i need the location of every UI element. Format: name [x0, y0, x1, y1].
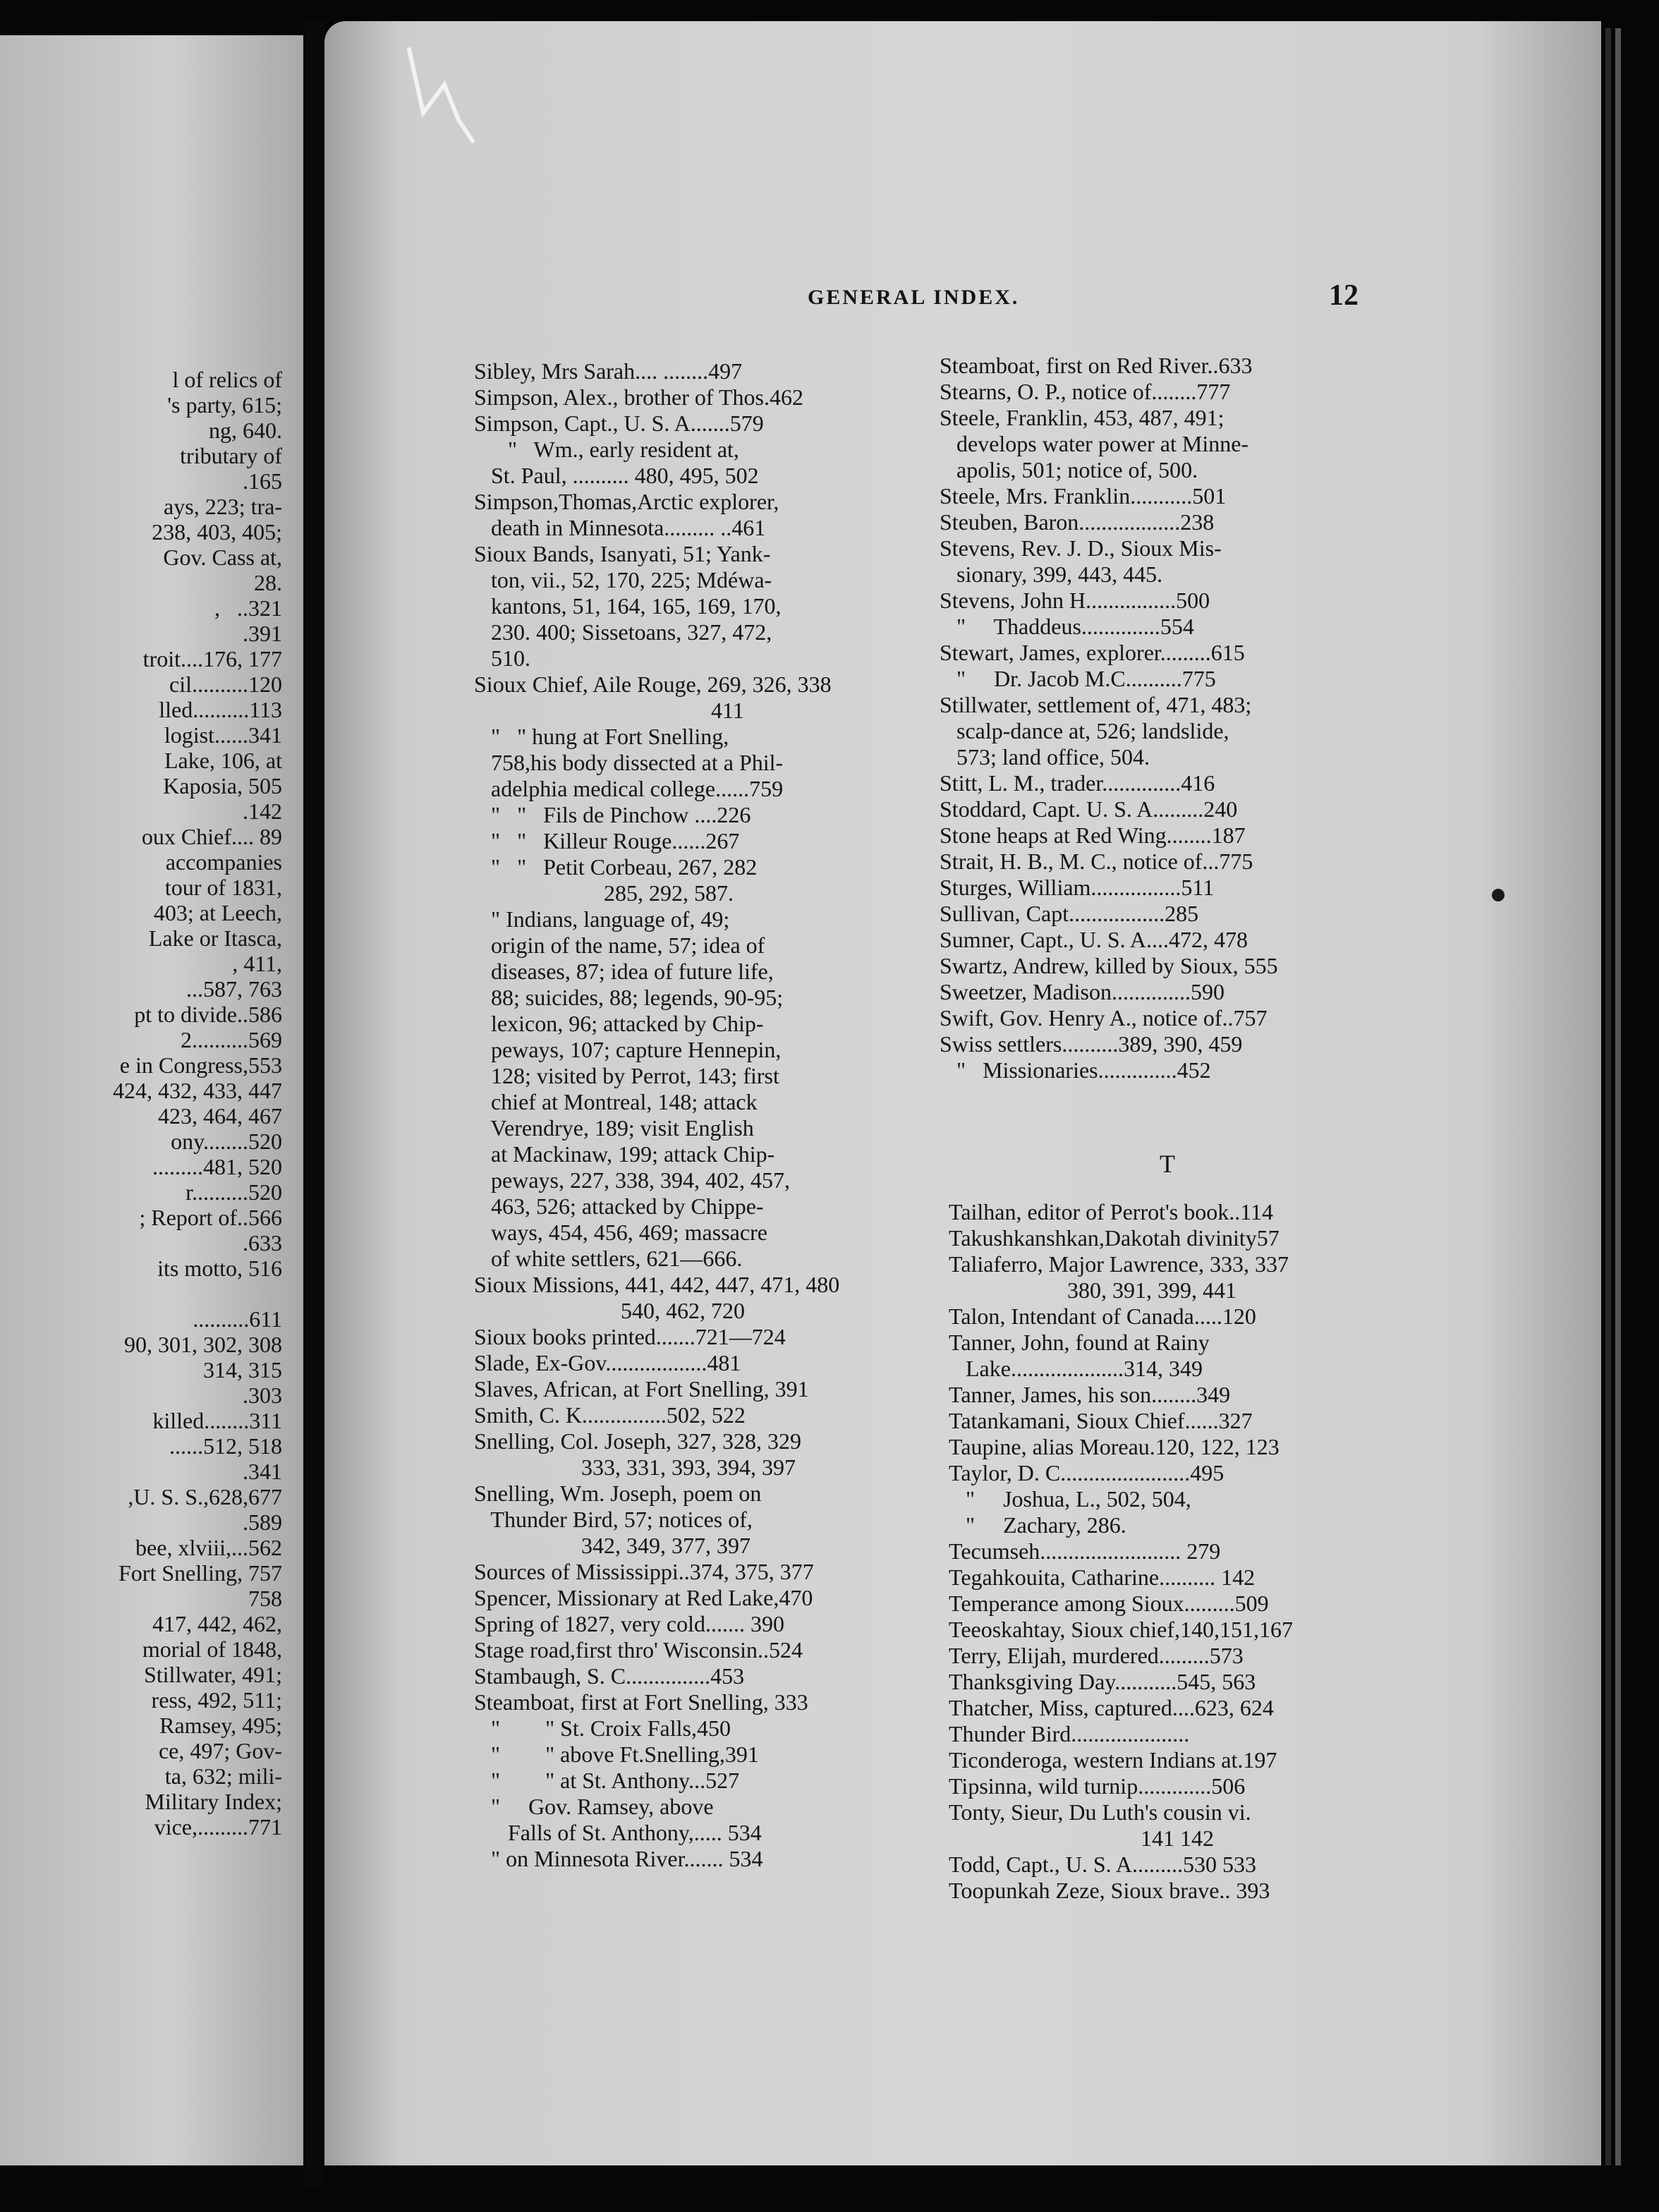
index-entry: " " Petit Corbeau, 267, 282 [474, 854, 758, 880]
index-entry: peways, 107; capture Hennepin, [474, 1037, 782, 1062]
index-entry: Teeoskahtay, Sioux chief,140,151,167 [949, 1617, 1294, 1642]
index-entry: Tonty, Sieur, Du Luth's cousin vi. [949, 1799, 1251, 1825]
index-entry: Tatankamani, Sioux Chief......327 [949, 1408, 1253, 1433]
left-page-line: 238, 403, 405; [152, 519, 282, 545]
index-entry: ways, 454, 456, 469; massacre [474, 1220, 767, 1245]
left-page-line: lled..........113 [159, 697, 282, 722]
index-entry: " Gov. Ramsey, above [474, 1794, 714, 1819]
index-entry: Stewart, James, explorer.........615 [940, 640, 1245, 665]
index-entry: Snelling, Wm. Joseph, poem on [474, 1481, 762, 1506]
left-page-line: troit....176, 177 [142, 646, 282, 672]
index-entry: Toopunkah Zeze, Sioux brave.. 393 [949, 1878, 1270, 1903]
index-entry: Steele, Mrs. Franklin...........501 [940, 483, 1227, 509]
left-page-line: ..........611 [193, 1306, 282, 1332]
left-page-line: .165 [243, 468, 282, 494]
index-entry: Verendrye, 189; visit English [474, 1115, 754, 1141]
left-page-line: .........481, 520 [152, 1154, 282, 1179]
index-entry: Sumner, Capt., U. S. A....472, 478 [940, 927, 1248, 952]
left-page-line: ce, 497; Gov- [158, 1738, 282, 1763]
index-entry: St. Paul, .......... 480, 495, 502 [474, 463, 759, 488]
index-entry: Simpson,Thomas,Arctic explorer, [474, 489, 779, 514]
index-entry: Tanner, James, his son........349 [949, 1382, 1231, 1407]
index-entry: " Missionaries..............452 [940, 1057, 1211, 1083]
ink-speck [1492, 889, 1505, 901]
left-page-line: cil..........120 [169, 672, 282, 697]
index-entry: " Wm., early resident at, [474, 437, 739, 462]
left-page-line: oux Chief.... 89 [141, 824, 282, 849]
index-entry: Slade, Ex-Gov..................481 [474, 1350, 741, 1375]
index-entry: diseases, 87; idea of future life, [474, 959, 774, 984]
index-entry: Tegahkouita, Catharine.......... 142 [949, 1564, 1256, 1590]
index-entry: apolis, 501; notice of, 500. [940, 457, 1198, 482]
index-entry: 88; suicides, 88; legends, 90-95; [474, 985, 784, 1010]
index-entry: 342, 349, 377, 397 [474, 1533, 750, 1558]
index-entry: " Thaddeus..............554 [940, 614, 1194, 639]
index-entry: Sibley, Mrs Sarah.... ........497 [474, 358, 743, 384]
left-page-line: ays, 223; tra- [164, 494, 282, 519]
index-entry: Smith, C. K...............502, 522 [474, 1402, 746, 1428]
index-entry: develops water power at Minne- [940, 431, 1249, 456]
index-entry: Thunder Bird..................... [949, 1721, 1190, 1746]
left-page-line: .142 [243, 798, 282, 824]
index-entry: " " hung at Fort Snelling, [474, 724, 729, 749]
left-page-line: its motto, 516 [157, 1256, 282, 1281]
index-entry: of white settlers, 621—666. [474, 1246, 743, 1271]
index-entry: 333, 331, 393, 394, 397 [474, 1454, 796, 1480]
left-page-line: 's party, 615; [167, 392, 282, 418]
index-entry: " " Fils de Pinchow ....226 [474, 802, 751, 827]
index-entry: " " Killeur Rouge......267 [474, 828, 740, 853]
index-entry: Thanksgiving Day...........545, 563 [949, 1669, 1256, 1694]
index-entry: kantons, 51, 164, 165, 169, 170, [474, 593, 782, 619]
index-column-3 [949, 1136, 1386, 1904]
index-entry: Sullivan, Capt.................285 [940, 901, 1199, 926]
index-entry: " Joshua, L., 502, 504, [949, 1486, 1191, 1512]
index-entry: Stevens, Rev. J. D., Sioux Mis- [940, 535, 1222, 561]
left-page-line: Kaposia, 505 [163, 773, 282, 798]
index-entry: Sioux books printed.......721—724 [474, 1324, 786, 1349]
left-page-line: pt to divide..586 [134, 1002, 282, 1027]
index-entry: adelphia medical college......759 [474, 776, 784, 801]
index-entry: Stitt, L. M., trader..............416 [940, 770, 1215, 796]
index-entry: 230. 400; Sissetoans, 327, 472, [474, 619, 772, 645]
index-entry: Thatcher, Miss, captured....623, 624 [949, 1695, 1274, 1720]
left-page-line: 424, 432, 433, 447 [113, 1078, 282, 1103]
index-entry: peways, 227, 338, 394, 402, 457, [474, 1167, 790, 1193]
index-entry: Stevens, John H................500 [940, 588, 1210, 613]
pencil-mark [395, 35, 536, 148]
index-entry: Slaves, African, at Fort Snelling, 391 [474, 1376, 809, 1402]
index-entry: 540, 462, 720 [474, 1298, 745, 1323]
index-entry: " on Minnesota River....... 534 [474, 1846, 763, 1871]
left-page-line: Lake or Itasca, [148, 925, 282, 951]
left-page-line: ng, 640. [209, 418, 282, 443]
left-page-line: bee, xlviii,...562 [135, 1535, 282, 1560]
index-entry: Taupine, alias Moreau.120, 122, 123 [949, 1434, 1280, 1459]
left-page-line: .633 [243, 1230, 282, 1256]
index-entry: Tailhan, editor of Perrot's book..114 [949, 1199, 1274, 1224]
index-entry: Tecumseh......................... 279 [949, 1538, 1221, 1564]
left-page-line: Lake, 106, at [164, 748, 282, 773]
index-entry: Simpson, Alex., brother of Thos.462 [474, 384, 803, 410]
index-entry: Ticonderoga, western Indians at.197 [949, 1747, 1277, 1773]
index-entry: Steamboat, first on Red River..633 [940, 353, 1253, 378]
left-page-line: Ramsey, 495; [159, 1713, 282, 1738]
index-entry: 141 142 [949, 1825, 1214, 1851]
index-entry: Stambaugh, S. C...............453 [474, 1663, 745, 1689]
index-entry: Stone heaps at Red Wing........187 [940, 822, 1246, 848]
index-entry: Swift, Gov. Henry A., notice of..757 [940, 1005, 1268, 1031]
index-entry: " " St. Croix Falls,450 [474, 1715, 731, 1741]
index-entry: lexicon, 96; attacked by Chip- [474, 1011, 764, 1036]
left-page-line: ,U. S. S.,628,677 [128, 1484, 282, 1509]
left-page-line: ......512, 518 [169, 1433, 282, 1459]
index-entry: Sources of Mississippi..374, 375, 377 [474, 1559, 814, 1584]
left-page-line: accompanies [165, 849, 282, 875]
index-entry: Swiss settlers..........389, 390, 459 [940, 1031, 1243, 1057]
index-column-2 [940, 353, 1391, 1083]
index-entry: Spencer, Missionary at Red Lake,470 [474, 1585, 813, 1610]
page-edge-stack [1615, 28, 1621, 2165]
left-page-line: e in Congress,553 [119, 1052, 282, 1078]
left-page-line: 2..........569 [181, 1027, 282, 1052]
left-page-line: .303 [243, 1382, 282, 1408]
index-entry: ton, vii., 52, 170, 225; Mdéwa- [474, 567, 772, 592]
left-page-line: ony........520 [171, 1129, 282, 1154]
left-page-line: 403; at Leech, [153, 900, 282, 925]
left-page-line: ...587, 763 [186, 976, 282, 1002]
index-entry: Spring of 1827, very cold....... 390 [474, 1611, 784, 1636]
index-entry: Stearns, O. P., notice of........777 [940, 379, 1231, 404]
index-entry: chief at Montreal, 148; attack [474, 1089, 758, 1114]
index-entry: 463, 526; attacked by Chippe- [474, 1193, 764, 1219]
index-entry: Steuben, Baron..................238 [940, 509, 1215, 535]
left-page-line: .341 [243, 1459, 282, 1484]
book-gutter [303, 21, 324, 2187]
left-page-line: l of relics of [172, 367, 282, 392]
left-page-line: morial of 1848, [142, 1636, 282, 1662]
index-entry: 128; visited by Perrot, 143; first [474, 1063, 779, 1088]
index-entry: " Indians, language of, 49; [474, 906, 730, 932]
left-page-line: tour of 1831, [164, 875, 282, 900]
index-entry: Thunder Bird, 57; notices of, [474, 1507, 753, 1532]
index-entry: Sioux Bands, Isanyati, 51; Yank- [474, 541, 771, 566]
left-page-line: killed........311 [152, 1408, 282, 1433]
left-page-line: Military Index; [145, 1789, 282, 1814]
index-entry: 285, 292, 587. [474, 880, 734, 906]
index-entry: Steele, Franklin, 453, 487, 491; [940, 405, 1224, 430]
left-page-line: , ..321 [214, 595, 282, 621]
left-page-line: r..........520 [186, 1179, 282, 1205]
left-page-line [0, 1281, 282, 1306]
index-entry: Tipsinna, wild turnip.............506 [949, 1773, 1246, 1799]
page-edge-shadow [1605, 28, 1611, 2165]
left-page-line: 423, 464, 467 [158, 1103, 282, 1129]
left-page-line: Stillwater, 491; [143, 1662, 282, 1687]
index-entry: Snelling, Col. Joseph, 327, 328, 329 [474, 1428, 802, 1454]
left-page-line: .589 [243, 1509, 282, 1535]
index-entry: Stillwater, settlement of, 471, 483; [940, 692, 1252, 717]
left-page-line: 90, 301, 302, 308 [124, 1332, 282, 1357]
index-entry: death in Minnesota......... ..461 [474, 515, 766, 540]
left-page-line: , 411, [232, 951, 282, 976]
left-page-line: ; Report of..566 [139, 1205, 282, 1230]
index-entry: Sioux Missions, 441, 442, 447, 471, 480 [474, 1272, 840, 1297]
index-entry: Lake....................314, 349 [949, 1356, 1203, 1381]
index-entry: 411 [474, 698, 744, 723]
index-entry: Terry, Elijah, murdered.........573 [949, 1643, 1244, 1668]
left-facing-page [0, 35, 303, 2165]
index-entry: 573; land office, 504. [940, 744, 1150, 770]
index-entry: Stage road,first thro' Wisconsin..524 [474, 1637, 803, 1663]
index-entry: Stoddard, Capt. U. S. A.........240 [940, 796, 1238, 822]
left-page-line: logist......341 [164, 722, 282, 748]
index-entry: Taliaferro, Major Lawrence, 333, 337 [949, 1251, 1289, 1277]
left-page-line: Gov. Cass at, [163, 545, 282, 570]
left-page-line: 28. [254, 570, 282, 595]
index-entry: at Mackinaw, 199; attack Chip- [474, 1141, 775, 1167]
index-entry: 758,his body dissected at a Phil- [474, 750, 784, 775]
index-entry: Sioux Chief, Aile Rouge, 269, 326, 338 [474, 672, 832, 697]
index-entry: Steamboat, first at Fort Snelling, 333 [474, 1689, 808, 1715]
left-page-line: vice,.........771 [154, 1814, 282, 1840]
index-entry: " Zachary, 286. [949, 1512, 1126, 1538]
section-letter: T [1160, 1150, 1175, 1178]
index-entry: Sturges, William................511 [940, 875, 1215, 900]
index-entry: Tanner, John, found at Rainy [949, 1330, 1210, 1355]
index-entry: Temperance among Sioux.........509 [949, 1591, 1269, 1616]
index-entry: Sweetzer, Madison..............590 [940, 979, 1224, 1004]
index-entry: " Dr. Jacob M.C..........775 [940, 666, 1216, 691]
left-page-line: .391 [243, 621, 282, 646]
left-page-line: 417, 442, 462, [152, 1611, 282, 1636]
index-entry: Takushkanshkan,Dakotah divinity57 [949, 1225, 1280, 1251]
index-entry: Simpson, Capt., U. S. A.......579 [474, 411, 764, 436]
index-entry: 380, 391, 399, 441 [949, 1277, 1236, 1303]
index-entry: Swartz, Andrew, killed by Sioux, 555 [940, 953, 1278, 978]
index-column-1 [474, 358, 925, 1872]
running-header: GENERAL INDEX. [808, 286, 1020, 309]
left-page-line: 314, 315 [203, 1357, 282, 1382]
left-page-line: ta, 632; mili- [164, 1763, 282, 1789]
index-entry: sionary, 399, 443, 445. [940, 561, 1163, 587]
index-entry: scalp-dance at, 526; landslide, [940, 718, 1229, 743]
index-entry: Talon, Intendant of Canada.....120 [949, 1304, 1256, 1329]
index-entry: origin of the name, 57; idea of [474, 932, 765, 958]
index-entry: Strait, H. B., M. C., notice of...775 [940, 849, 1253, 874]
index-entry: " " at St. Anthony...527 [474, 1768, 740, 1793]
left-page-fragments [0, 367, 282, 1840]
index-entry: " " above Ft.Snelling,391 [474, 1742, 759, 1767]
page-number: 12 [1329, 279, 1359, 312]
left-page-line: tributary of [180, 443, 282, 468]
left-page-line: ress, 492, 511; [151, 1687, 282, 1713]
index-entry: Taylor, D. C.......................495 [949, 1460, 1224, 1485]
left-page-line: Fort Snelling, 757 [118, 1560, 282, 1586]
index-entry: 510. [474, 645, 530, 671]
index-entry: Falls of St. Anthony,..... 534 [474, 1820, 762, 1845]
index-entry: Todd, Capt., U. S. A.........530 533 [949, 1852, 1256, 1877]
left-page-line: 758 [248, 1586, 282, 1611]
